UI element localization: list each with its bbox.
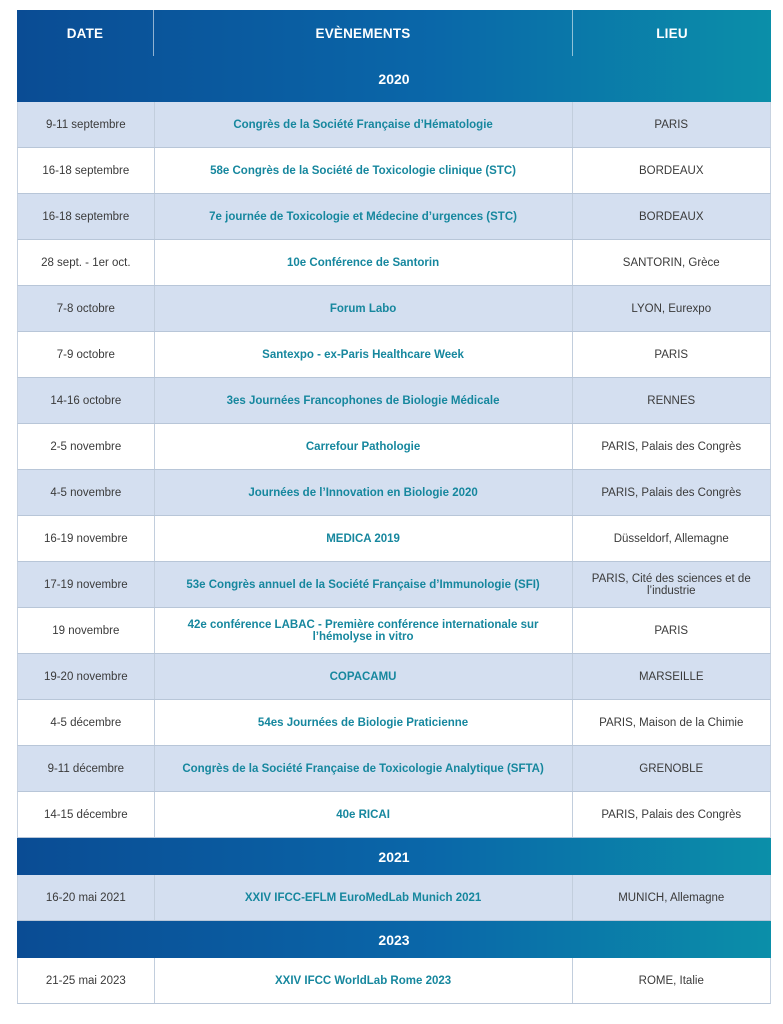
table-row	[17, 958, 771, 1004]
year-row-2021	[17, 838, 771, 875]
event-date: 9-11 décembre	[18, 746, 155, 791]
event-title: 10e Conférence de Santorin	[155, 240, 573, 285]
event-place: MARSEILLE	[638, 670, 704, 683]
event-title: MEDICA 2019	[155, 516, 573, 561]
event-place: RENNES	[647, 394, 696, 407]
event-date: 16-18 septembre	[18, 148, 155, 193]
table-row	[17, 286, 771, 332]
event-date: 19-20 novembre	[18, 654, 155, 699]
event-title: Journées de l’Innovation en Biologie 2020	[155, 470, 573, 515]
header-date: DATE	[17, 10, 154, 56]
table-row	[17, 516, 771, 562]
event-title: COPACAMU	[155, 654, 573, 699]
event-title: 42e conférence LABAC - Première conférence internationale sur l’hémolyse in vitro	[155, 608, 573, 653]
table-row	[17, 332, 771, 378]
table-row	[17, 792, 771, 838]
event-title: 58e Congrès de la Société de Toxicologie clinique (STC)	[155, 148, 573, 193]
event-place: PARIS, Maison de la Chimie	[599, 716, 744, 729]
event-place: SANTORIN, Grèce	[622, 256, 720, 269]
event-place: PARIS, Palais des Congrès	[601, 808, 742, 821]
event-date: 9-11 septembre	[18, 102, 155, 147]
header-events: EVÈNEMENTS	[154, 10, 573, 56]
year-row-2020	[17, 56, 771, 102]
event-place: PARIS, Palais des Congrès	[601, 440, 742, 453]
event-date: 17-19 novembre	[18, 562, 155, 607]
event-title: XXIV IFCC-EFLM EuroMedLab Munich 2021	[155, 875, 573, 920]
event-date: 16-20 mai 2021	[18, 875, 155, 920]
event-place: BORDEAUX	[638, 164, 704, 177]
event-title: 40e RICAI	[155, 792, 573, 837]
header-place: LIEU	[656, 25, 688, 41]
year-label: 2020	[378, 71, 410, 87]
event-date: 2-5 novembre	[18, 424, 155, 469]
event-date: 16-19 novembre	[18, 516, 155, 561]
table-row	[17, 746, 771, 792]
table-row	[17, 470, 771, 516]
event-date: 14-16 octobre	[18, 378, 155, 423]
event-title: 53e Congrès annuel de la Société Française d’Immunologie (SFI)	[155, 562, 573, 607]
table-row	[17, 562, 771, 608]
event-date: 21-25 mai 2023	[18, 958, 155, 1003]
event-place: Düsseldorf, Allemagne	[613, 532, 729, 545]
event-title: Congrès de la Société Française de Toxicologie Analytique (SFTA)	[155, 746, 573, 791]
event-date: 28 sept. - 1er oct.	[18, 240, 155, 285]
event-title: 54es Journées de Biologie Praticienne	[155, 700, 573, 745]
year-label: 2023	[378, 931, 410, 948]
table-row	[17, 240, 771, 286]
event-date: 16-18 septembre	[18, 194, 155, 239]
table-row	[17, 700, 771, 746]
event-place: PARIS, Cité des sciences et de l’industrie	[591, 572, 751, 597]
table-row	[17, 608, 771, 654]
event-title: Carrefour Pathologie	[155, 424, 573, 469]
event-date: 14-15 décembre	[18, 792, 155, 837]
table-row	[17, 875, 771, 921]
event-date: 4-5 décembre	[18, 700, 155, 745]
event-place: MUNICH, Allemagne	[618, 891, 725, 904]
table-row	[17, 378, 771, 424]
table-row	[17, 654, 771, 700]
event-title: XXIV IFCC WorldLab Rome 2023	[155, 958, 573, 1003]
event-title: 3es Journées Francophones de Biologie Médicale	[155, 378, 573, 423]
event-title: Congrès de la Société Française d’Hématologie	[155, 102, 573, 147]
event-place: PARIS	[654, 348, 689, 361]
table-row	[17, 102, 771, 148]
table-row	[17, 424, 771, 470]
event-title: 7e journée de Toxicologie et Médecine d’urgences (STC)	[155, 194, 573, 239]
event-date: 7-8 octobre	[18, 286, 155, 331]
event-place: PARIS, Palais des Congrès	[601, 486, 742, 499]
event-place: PARIS	[654, 624, 689, 637]
event-date: 19 novembre	[18, 608, 155, 653]
event-place: PARIS	[654, 118, 689, 131]
event-title: Forum Labo	[155, 286, 573, 331]
events-table	[17, 10, 771, 1004]
event-title: Santexpo - ex-Paris Healthcare Week	[155, 332, 573, 377]
event-place: BORDEAUX	[638, 210, 704, 223]
year-label: 2021	[378, 848, 410, 865]
event-place: GRENOBLE	[639, 762, 704, 775]
table-header	[17, 10, 771, 56]
year-row-2023	[17, 921, 771, 958]
event-date: 4-5 novembre	[18, 470, 155, 515]
event-place: LYON, Eurexpo	[631, 302, 712, 315]
table-row	[17, 194, 771, 240]
event-place: ROME, Italie	[638, 974, 704, 987]
table-row	[17, 148, 771, 194]
event-date: 7-9 octobre	[18, 332, 155, 377]
